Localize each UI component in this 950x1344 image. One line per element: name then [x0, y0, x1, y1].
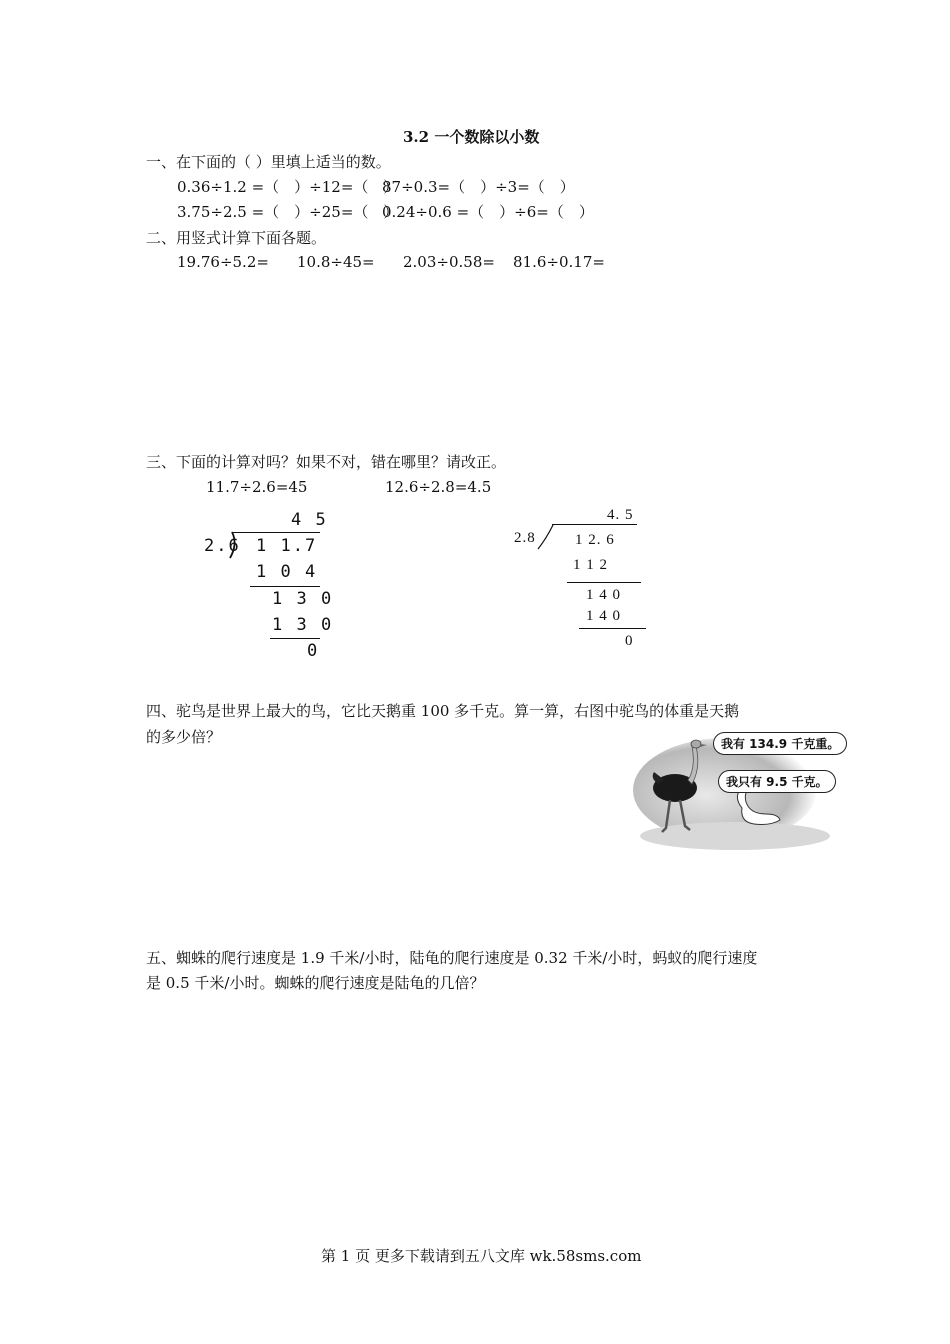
division2-bar: [552, 524, 637, 525]
division2-step-2: 1 4 0: [586, 587, 621, 603]
division1-quotient: 4 5: [291, 510, 328, 530]
section3-heading: 三、下面的计算对吗？如果不对，错在哪里？请改正。: [146, 453, 507, 471]
page-title: 3.2 一个数除以小数: [403, 128, 540, 146]
division1-line-1: [250, 586, 320, 587]
division1-divisor: 2.6: [204, 536, 241, 556]
section2-problem-1: 19.76÷5.2=: [177, 253, 269, 271]
section4-text-line-2: 的多少倍？: [146, 728, 222, 746]
division1-step-2: 1 3 0: [272, 589, 334, 609]
section2-heading: 二、用竖式计算下面各题。: [146, 229, 327, 247]
swan-speech-bubble: 我只有 9.5 千克。: [718, 770, 836, 793]
section1-item-1: 0.36÷1.2 =（ ）÷12=（ ）: [177, 178, 399, 196]
section3-equation-1: 11.7÷2.6=45: [206, 478, 308, 496]
section1-item-4: 0.24÷0.6 =（ ）÷6=（ ）: [382, 203, 594, 221]
division2-bracket: [536, 523, 556, 551]
division1-step-3: 1 3 0: [272, 615, 334, 635]
division2-dividend: 1 2. 6: [575, 532, 615, 548]
section1-item-3: 3.75÷2.5 =（ ）÷25=（ ）: [177, 203, 399, 221]
ostrich-swan-illustration: [630, 728, 840, 850]
division2-step-1: 1 1 2: [573, 557, 608, 573]
division2-divisor: 2.8: [514, 530, 536, 546]
division1-dividend: 1 1.7: [256, 536, 318, 556]
section2-problem-2: 10.8÷45=: [297, 253, 375, 271]
division2-quotient: 4. 5: [607, 507, 634, 523]
section5-text-line-1: 五、蜘蛛的爬行速度是 1.9 千米/小时，陆龟的爬行速度是 0.32 千米/小时，蚂蚁的爬行速度: [146, 949, 758, 967]
division2-line-1: [567, 582, 641, 583]
section4-text-line-1: 四、驼鸟是世界上最大的鸟，它比天鹅重 100 多千克。算一算，右图中驼鸟的体重是天鹅: [146, 702, 740, 720]
section2-problem-3: 2.03÷0.58=: [403, 253, 495, 271]
ostrich-speech-bubble: 我有 134.9 千克重。: [713, 732, 847, 755]
section5-text-line-2: 是 0.5 千米/小时。蜘蛛的爬行速度是陆龟的几倍？: [146, 974, 485, 992]
section1-item-2: 87÷0.3=（ ）÷3=（ ）: [382, 178, 575, 196]
division2-line-2: [579, 628, 646, 629]
division1-step-1: 1 0 4: [256, 562, 318, 582]
division1-line-2: [270, 638, 320, 639]
section2-problem-4: 81.6÷0.17=: [513, 253, 605, 271]
section1-heading: 一、在下面的（ ）里填上适当的数。: [146, 153, 391, 171]
division2-step-3: 1 4 0: [586, 608, 621, 624]
division1-bar: [232, 532, 320, 533]
division2-remainder: 0: [625, 633, 634, 649]
division1-remainder: 0: [307, 641, 320, 661]
page-footer: 第 1 页 更多下载请到五八文库 wk.58sms.com: [321, 1247, 642, 1265]
section3-equation-2: 12.6÷2.8=4.5: [385, 478, 492, 496]
